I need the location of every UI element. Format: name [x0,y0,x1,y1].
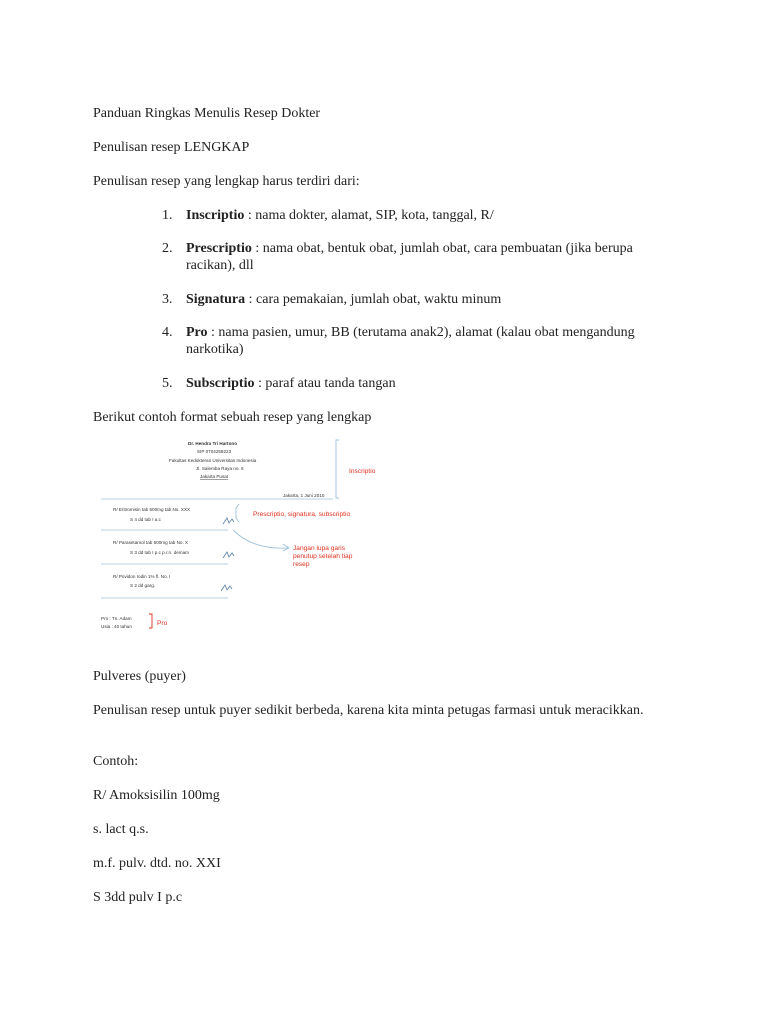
recipe-line: s. lact q.s. [93,822,149,837]
list-number: 2. [162,241,173,256]
recipe-line: R/ Amoksisilin 100mg [93,788,220,803]
document-subtitle: Penulisan resep LENGKAP [93,140,250,155]
figure-rx2: R/ Parasetamol tab 500mg tab No. X [113,540,189,545]
list-description: : nama pasien, umur, BB (terutama anak2), alamat (kalau obat mengandung narkotika) [186,325,635,357]
intro-paragraph: Penulisan resep yang lengkap harus terdiri dari: [93,174,360,189]
arrow-head-icon [283,544,289,551]
figure-doctor-name: Dr. Hendra Tri Hartono [188,441,238,446]
contoh-label: Contoh: [93,754,139,769]
figure-rx3-sig: S 2 dd garg. [130,583,156,588]
list-term: Inscriptio [186,208,245,223]
recipe-line: m.f. pulv. dtd. no. XXI [93,856,221,871]
label-jangan-line1: Jangan lupa garis [293,545,346,552]
pro-bracket-icon [149,614,152,628]
example-intro: Berikut contoh format sebuah resep yang lengkap [93,410,372,425]
label-prescriptio: Prescriptio, signatura, subscriptio [253,511,351,518]
figure-age-line: Usia : 40 tahun [101,624,132,629]
figure-city: Jakarta Pusat [200,474,229,479]
list-description: : paraf atau tanda tangan [254,376,396,391]
list-term: Prescriptio [186,241,252,256]
section-title-pulveres: Pulveres (puyer) [93,669,186,684]
label-jangan-line2: penutup setelah tiap [293,553,353,560]
list-number: 5. [162,376,173,391]
signature-icon [223,518,234,524]
label-jangan-line3: resep [293,561,310,568]
list-number: 1. [162,208,173,223]
figure-pro-line: Pro : Tn. Adam [101,616,132,621]
document-title: Panduan Ringkas Menulis Resep Dokter [93,106,321,121]
figure-address: Jl. Salemba Raya no. 6 [196,466,244,471]
figure-rx1: R/ Eritromisin tab 500mg tab No. XXX [113,507,191,512]
list-number: 4. [162,325,173,340]
label-pro: Pro [157,620,168,627]
recipe-line: S 3dd pulv I p.c [93,890,183,905]
signature-icon [223,552,234,558]
jangan-arrow-icon [233,530,288,548]
list-number: 3. [162,292,173,307]
figure-date: Jakarta, 1 Juni 2010 [283,493,325,498]
section-paragraph: Penulisan resep untuk puyer sedikit berbeda, karena kita minta petugas farmasi untuk meracikkan. [93,703,644,718]
prescription-example-image [93,432,393,637]
label-inscriptio: Inscriptio [349,468,376,475]
signature-icon [221,585,232,591]
inscriptio-bracket-icon [336,440,339,498]
figure-rx2-sig: S 3 dd tab I p.c p.r.n. demam [130,550,189,555]
prescriptio-bracket-icon [236,504,239,522]
list-description: : cara pemakaian, jumlah obat, waktu minum [245,292,502,307]
list-description: : nama dokter, alamat, SIP, kota, tanggal, R/ [244,208,494,223]
figure-sip: SIP 0704259223 [197,449,232,454]
figure-rx3: R/ Povidon Iodin 1% fl. No. I [113,574,171,579]
figure-faculty: Fakultas Kedokteran Universitas Indonesia [169,458,257,463]
list-description: : nama obat, bentuk obat, jumlah obat, cara pembuatan (jika berupa racikan), dll [186,241,633,273]
prescription-example-svg [93,432,393,637]
figure-rx1-sig: S 4 dd tab I a.c [130,517,161,522]
list-term: Pro [186,325,208,340]
list-term: Subscriptio [186,376,255,391]
list-term: Signatura [186,292,246,307]
